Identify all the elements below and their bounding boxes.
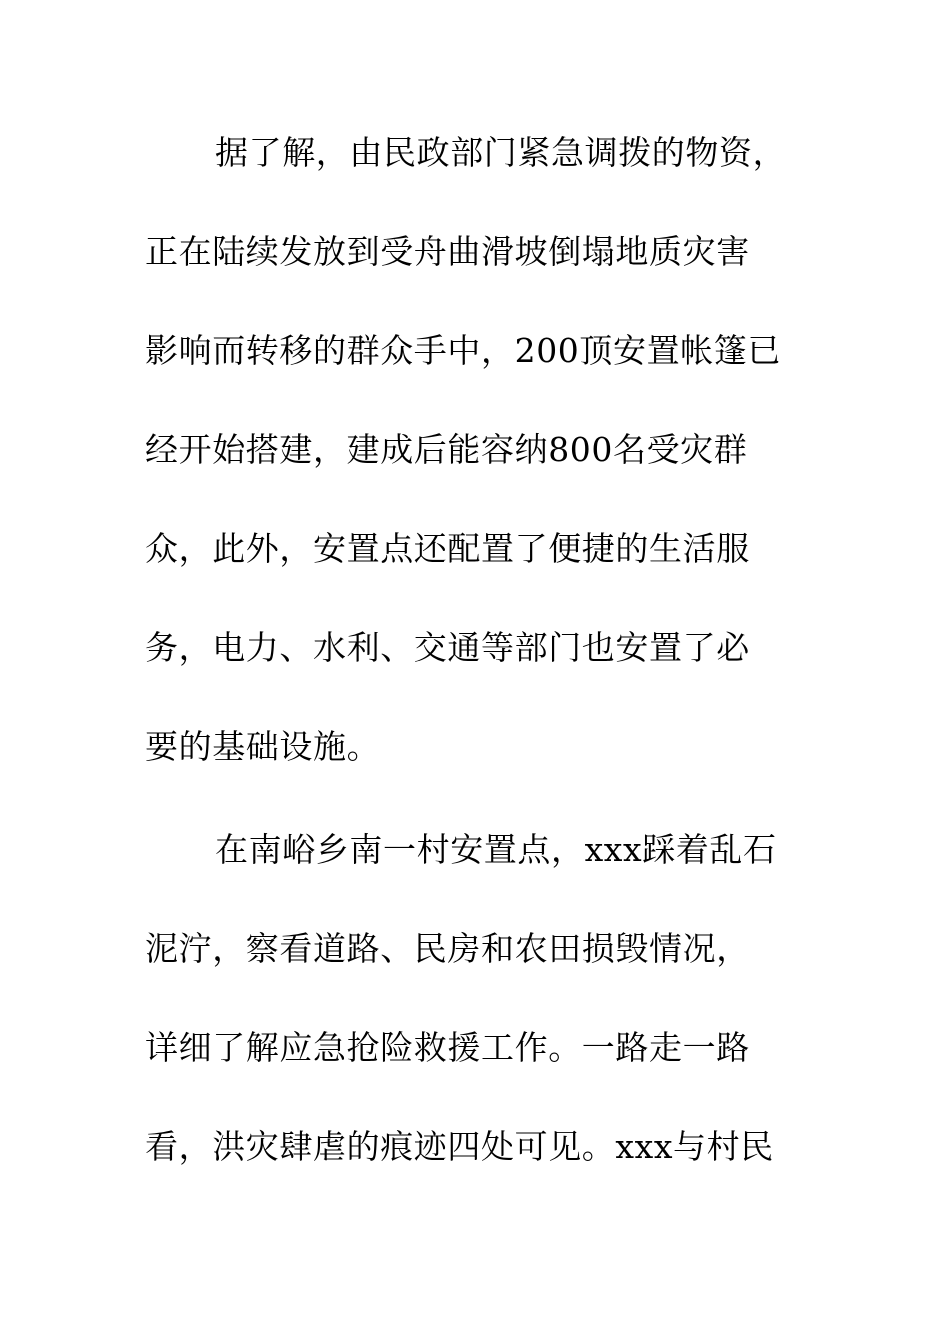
paragraph-2-line-2: 泥泞，察看道路、民房和农田损毁情况， (145, 929, 750, 968)
paragraph-1-line-2: 正在陆续发放到受舟曲滑坡倒塌地质灾害 (145, 232, 750, 271)
paragraph-1-line-4: 经开始搭建，建成后能容纳800名受灾群 (145, 430, 748, 469)
paragraph-2-line-1: 在南峪乡南一村安置点，xxx踩着乱石 (215, 830, 777, 869)
paragraph-2-line-3: 详细了解应急抢险救援工作。一路走一路 (145, 1028, 750, 1067)
paragraph-1-line-3: 影响而转移的群众手中，200顶安置帐篷已 (145, 331, 781, 370)
paragraph-1-line-1: 据了解，由民政部门紧急调拨的物资， (215, 133, 787, 172)
paragraph-1-line-7: 要的基础设施。 (145, 727, 381, 766)
paragraph-1-line-6: 务，电力、水利、交通等部门也安置了必 (145, 628, 750, 667)
paragraph-2-line-4: 看，洪灾肆虐的痕迹四处可见。xxx与村民 (145, 1127, 774, 1166)
paragraph-1-line-5: 众，此外，安置点还配置了便捷的生活服 (145, 529, 750, 568)
